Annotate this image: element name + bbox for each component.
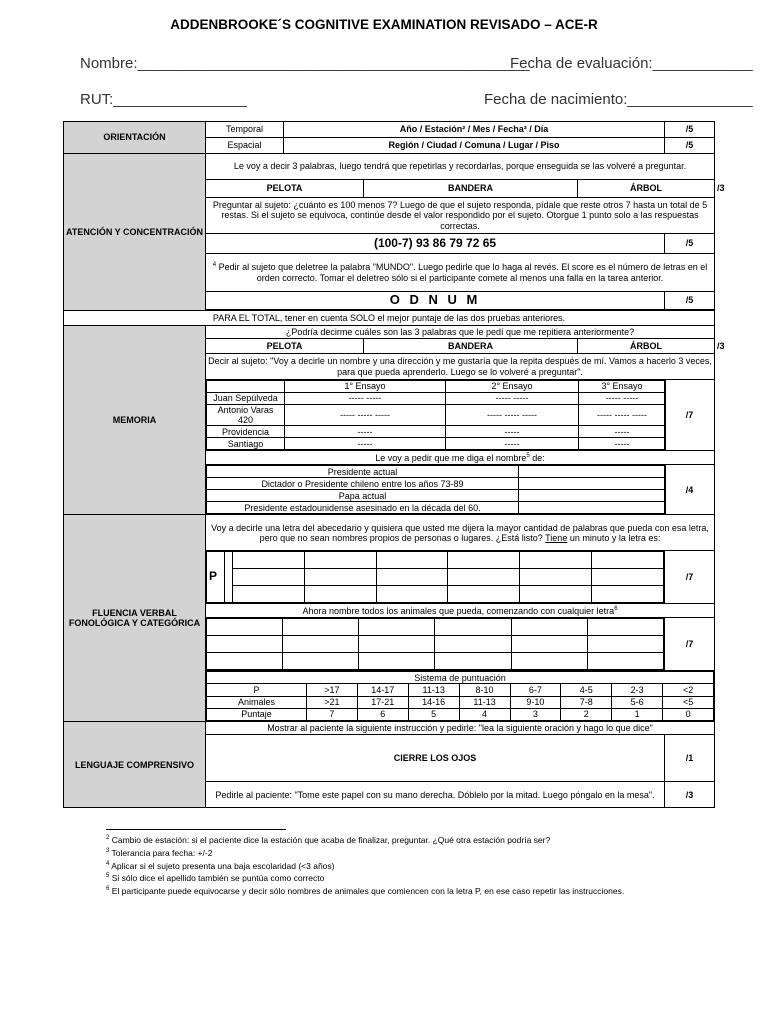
scoring-cell: Animales	[207, 696, 307, 708]
footnote-divider	[106, 829, 286, 830]
odnum-word: O D N U M	[206, 292, 665, 310]
animal-cell[interactable]	[207, 636, 283, 653]
trial-1-header: 1° Ensayo	[285, 381, 446, 393]
word-cell[interactable]	[376, 586, 448, 603]
fecha-nacimiento-field[interactable]: Fecha de nacimiento:_______________	[484, 91, 753, 108]
word-cell[interactable]	[304, 586, 376, 603]
word-cell[interactable]	[376, 552, 448, 569]
animal-cell[interactable]	[511, 619, 587, 636]
scoring-cell: 11-13	[459, 696, 510, 708]
scoring-cell: 2-3	[612, 684, 663, 696]
scoring-cell: 7-8	[561, 696, 612, 708]
scoring-cell: 3	[510, 708, 561, 720]
section-orientacion: ORIENTACIÓN	[64, 122, 206, 154]
address-mark: -----	[579, 438, 666, 450]
person-prompt: Dictador o Presidente chileno entre los años 73-89	[207, 478, 519, 490]
animal-cell[interactable]	[207, 653, 283, 670]
footnote-number: 3	[106, 847, 110, 854]
atencion-word-2: BANDERA	[364, 180, 578, 198]
footnote-text: El participante puede equivocarse y decir sólo nombres de animales que comiencen con la letra P, en ese caso repetir las instrucciones.	[109, 886, 625, 896]
scoring-cell: 7	[307, 708, 358, 720]
animal-cell[interactable]	[359, 653, 435, 670]
animals-grid	[206, 618, 665, 671]
subtraction-sequence: (100-7) 93 86 79 72 65	[206, 234, 665, 254]
word-cell[interactable]	[448, 569, 520, 586]
page-title: ADDENBROOKE´S COGNITIVE EXAMINATION REVISADO – ACE-R	[170, 17, 598, 32]
footnotes	[106, 834, 666, 898]
address-mark: ----- ----- -----	[579, 405, 666, 426]
scoring-cell: 6-7	[510, 684, 561, 696]
scoring-title: Sistema de puntuación	[207, 672, 714, 684]
fecha-evaluacion-field[interactable]: Fecha de evaluación:____________	[510, 55, 753, 72]
word-cell[interactable]	[520, 552, 592, 569]
footnote-ref-4: 4	[212, 262, 217, 269]
animal-cell[interactable]	[587, 636, 663, 653]
scoring-system	[206, 671, 715, 722]
footnote-text: Tolerancia para fecha: +/-2	[109, 847, 213, 858]
scoring-cell: 17-21	[357, 696, 408, 708]
word-cell[interactable]	[520, 586, 592, 603]
temporal-label: Temporal	[206, 122, 284, 138]
sentence-score: /1	[665, 735, 715, 782]
scoring-cell: 6	[357, 708, 408, 720]
address-mark: -----	[579, 426, 666, 438]
footnote-number: 4	[106, 860, 110, 867]
animal-cell[interactable]	[435, 636, 511, 653]
animal-cell[interactable]	[511, 653, 587, 670]
memoria-word-1: PELOTA	[206, 339, 364, 354]
atencion-instruction-1: Le voy a decir 3 palabras, luego tendrá que repetirlas y recordarlas, porque enseguida se las volveré a preguntar.	[206, 154, 715, 180]
animal-cell[interactable]	[283, 619, 359, 636]
animals-score: /7	[665, 618, 715, 671]
address-mark: ----- -----	[285, 393, 446, 405]
person-answer[interactable]	[519, 478, 666, 490]
memoria-instruction-2-end: de:	[529, 452, 545, 463]
word-cell[interactable]	[304, 552, 376, 569]
atencion-word-3: ÁRBOL	[578, 180, 715, 198]
person-answer[interactable]	[519, 490, 666, 502]
trial-3-header: 3° Ensayo	[579, 381, 666, 393]
scoring-cell: Puntaje	[207, 708, 307, 720]
memoria-word-3: ÁRBOL	[578, 339, 715, 354]
address-row-label: Providencia	[207, 426, 285, 438]
section-atencion: ATENCIÓN Y CONCENTRACIÓN	[64, 154, 206, 311]
footnote-text: Si sólo dice el apellido también se puntúa como correcto	[109, 873, 325, 884]
espacial-score: /5	[665, 138, 715, 154]
atencion-word-1: PELOTA	[206, 180, 364, 198]
scoring-cell: 8-10	[459, 684, 510, 696]
letter-p-score: /7	[665, 551, 715, 604]
memoria-instruction: Decir al sujeto: "Voy a decirle un nombre y una dirección y me gustaría que la repita después de mí. Vamos a hacerlo 3 veces, para que pueda aprenderlo. Luego se lo volveré a preguntar".	[206, 354, 715, 380]
word-cell[interactable]	[592, 552, 664, 569]
footnote-text: Cambio de estación: si el paciente dice la estación que acaba de finalizar, preguntar. ¿Qué otra estación podría ser?	[109, 835, 551, 845]
sentence-cierre-los-ojos: CIERRE LOS OJOS	[206, 735, 665, 782]
animals-instruction	[206, 604, 715, 618]
atencion-instruction-3	[206, 254, 715, 292]
address-grid	[206, 380, 665, 451]
address-score: /7	[665, 380, 715, 451]
scoring-cell: P	[207, 684, 307, 696]
address-row-label: Juan Sepúlveda	[207, 393, 285, 405]
footnote-number: 5	[106, 873, 110, 880]
footnote-number: 6	[106, 886, 110, 893]
espacial-items: Región / Ciudad / Comuna / Lugar / Piso	[284, 138, 665, 154]
fluencia-instruction-underlined: Tiene	[545, 532, 568, 543]
address-row-label: Santiago	[207, 438, 285, 450]
instruction-2-score: /3	[665, 782, 715, 808]
word-cell[interactable]	[448, 586, 520, 603]
trial-2-header: 2° Ensayo	[446, 381, 579, 393]
footnote-text: Aplicar si el sujeto presenta una baja escolaridad (<3 años)	[109, 860, 335, 871]
scoring-cell: 14-17	[357, 684, 408, 696]
address-mark: -----	[446, 426, 579, 438]
scoring-cell: >17	[307, 684, 358, 696]
person-prompt: Papa actual	[207, 490, 519, 502]
memoria-question: ¿Podría decirme cuáles son las 3 palabras que le pedí que me repitiera anteriormente?	[206, 326, 715, 339]
animal-cell[interactable]	[435, 653, 511, 670]
address-header-blank	[207, 381, 285, 393]
section-fluencia: FLUENCIA VERBAL FONOLÓGICA Y CATEGÓRICA	[64, 515, 206, 722]
lenguaje-instruction: Mostrar al paciente la siguiente instrucción y pedirle: "lea la siguiente oración y hago lo que dice"	[206, 722, 715, 735]
lenguaje-instruction-2: Pedirle al paciente: "Tome este papel con su mano derecha. Dóblelo por la mitad. Luego póngalo en la mesa".	[206, 782, 665, 808]
people-grid	[206, 465, 665, 515]
word-cell[interactable]	[520, 569, 592, 586]
espacial-label: Espacial	[206, 138, 284, 154]
memoria-word-2: BANDERA	[364, 339, 578, 354]
address-row-label: Antonio Varas 420	[207, 405, 285, 426]
word-cell[interactable]	[592, 569, 664, 586]
memoria-instruction-2-text: Le voy a pedir que me diga el nombre	[375, 452, 527, 463]
scoring-cell: 9-10	[510, 696, 561, 708]
rut-field[interactable]: RUT:________________	[80, 91, 247, 108]
footnote	[106, 872, 666, 885]
footnote	[106, 860, 666, 873]
address-mark: ----- ----- -----	[446, 405, 579, 426]
scoring-cell: 0	[663, 708, 714, 720]
total-note: PARA EL TOTAL, tener en cuenta SOLO el mejor puntaje de las dos pruebas anteriores.	[64, 311, 715, 326]
address-mark: ----- ----- -----	[285, 405, 446, 426]
animal-cell[interactable]	[435, 619, 511, 636]
address-mark: -----	[285, 438, 446, 450]
temporal-items-text: Año / Estación² / Mes / Fecha³ / Día	[399, 124, 549, 135]
word-cell[interactable]	[233, 569, 305, 586]
scoring-cell: 4	[459, 708, 510, 720]
atencion-instruction-2: Preguntar al sujeto: ¿cuánto es 100 menos 7? Luego de que el sujeto responda, pídale que reste otros 7 hasta un total de 5 restas. Si el sujeto se equivoca, continúe desde el valor respondido por el sujeto. Otorgue 1 punto solo a las respuestas correctas.	[206, 198, 715, 234]
word-cell[interactable]	[233, 586, 305, 603]
person-prompt: Presidente estadounidense asesinado en la década del 60.	[207, 502, 519, 514]
footnote-ref-5: 5	[526, 452, 530, 459]
animals-instruction-text: Ahora nombre todos los animales que pueda, comenzando con cualquier letra	[302, 605, 615, 616]
animal-cell[interactable]	[283, 653, 359, 670]
word-cell[interactable]	[376, 569, 448, 586]
scoring-cell: >21	[307, 696, 358, 708]
temporal-score: /5	[665, 122, 715, 138]
animal-cell[interactable]	[359, 619, 435, 636]
odnum-score: /5	[665, 292, 715, 310]
scoring-cell: <2	[663, 684, 714, 696]
atencion-instruction-3-text: Pedir al sujeto que deletree la palabra "MUNDO". Luego pedirle que lo haga al revés. El score es el número de letras en el orden correcto. Tomar el deletreo sólo si el participante comete al menos una falla en la tarea anterior.	[216, 262, 708, 283]
scoring-cell: 5-6	[612, 696, 663, 708]
nombre-field[interactable]: Nombre:_______________________________________________	[80, 55, 530, 72]
fluencia-instruction	[206, 515, 715, 551]
section-lenguaje: LENGUAJE COMPRENSIVO	[64, 722, 206, 808]
scoring-cell: 14-16	[408, 696, 459, 708]
letter-p-grid	[206, 551, 665, 604]
person-answer[interactable]	[519, 466, 666, 478]
footnote-ref-6: 6	[614, 605, 618, 612]
fluencia-instruction-text: Voy a decirle una letra del abecedario y quisiera que usted me dijera la mayor cantidad de palabras que pueda con esa letra, pero que no sean nombres propios de personas o lugares. ¿Está listo?	[211, 522, 709, 543]
scoring-cell: 4-5	[561, 684, 612, 696]
word-cell[interactable]	[592, 586, 664, 603]
animal-cell[interactable]	[587, 653, 663, 670]
address-mark: -----	[285, 426, 446, 438]
person-answer[interactable]	[519, 502, 666, 514]
letter-p-label: P	[207, 552, 225, 603]
animal-cell[interactable]	[283, 636, 359, 653]
fluencia-instruction-end: un minuto y la letra es:	[567, 532, 661, 543]
memoria-instruction-2	[206, 451, 715, 465]
section-memoria: MEMORIA	[64, 326, 206, 515]
temporal-items	[284, 122, 665, 138]
scoring-cell: 2	[561, 708, 612, 720]
exam-table: ORIENTACIÓN Temporal Año / Estación² / Mes / Fecha³ / Día /5 Espacial Región / Ciudad / Comuna / Lugar / Piso /5 ATENCIÓN Y CONCENTRACIÓN Le voy a decir 3 palabras, luego tendrá que repetirlas y recordarlas, porque enseguida se las volveré a preguntar. PELOTA BANDERA ÁRBOL /3 Preguntar al sujeto: ¿cuánto es 100 menos 7? Luego de que el sujeto responda, pídale que reste otros 7 hasta un total de 5 restas. Si el sujeto se equivoca, continúe desde el valor respondido por el sujeto. Otorgue 1 punto solo a las respuestas correctas. (100-7) 93 86 79 72 65 /5 $^4$ Pedir al sujeto que deletree la palabra "MUNDO". Luego pedirle que lo haga al revés. El score es el número de letras en el orden correcto. Tomar el deletreo sólo si el participante comete al menos una falla en la tarea anterior. O D N U M /5 PARA EL TOTAL, tener en cuenta SOLO el mejor puntaje de las dos pruebas anteriores. MEMORIA ¿Podría decirme cuáles son las 3 palabras que le pedí que me repitiera anteriormente? PELOTA BANDERA ÁRBOL /3 Decir al sujeto: "Voy a decirle un nombre y una dirección y me gustaría que la repita después de mí. Vamos a hacerlo 3 veces, para que pueda aprenderlo. Luego se lo volveré a preguntar". 1° Ensayo 2° Ensayo 3° Ensayo Juan Sepúlveda ----- ----- ----- ----- ----- ----- Antonio Varas 420 ----- ----- ----- ----- ----- ----- ----- ----- ----- Providencia ----- ----- ----- Santiago ----- ----- ----- /7 Le voy a pedir que me diga el nombre$^5$ de: Presidente actual Dictador o Presidente chileno entre los años 73-89 Papa actual Presidente estadounidense asesinado en la década del 60. /4 FLUENCIA VERBAL FONOLÓGICA Y CATEGÓRICA Voy a decirle una letra del abecedario y quisiera que usted me dijera la mayor cantidad de palabras que pueda con esa letra, pero que no sean nombres propios de personas o lugares. ¿Está listo? Tiene un minuto y la letra es: P /7 Ahora nombre todos los animales que pueda, comenzando con cualquier letra$^6$ /7 Sistema de puntuación P >17 14-17 11-13 8-10 6-7 4-5 2-3 <2 Animales >21 17-21 14-16 11-13 9-10 7-8 5-6 <5 Puntaje 7 6 5 4 3 2 1 0 LENGUAJE COMPRENSIVO Mostrar al paciente la siguiente instrucción y pedirle: "lea la siguiente oración y hago lo que dice" CIERRE LOS OJOS /1 Pedirle al paciente: "Tome este papel con su mano derecha. Dóblelo por la mitad. Luego póngalo en la mesa". /3	[63, 121, 714, 808]
address-mark: ----- -----	[579, 393, 666, 405]
animal-cell[interactable]	[511, 636, 587, 653]
word-cell[interactable]	[233, 552, 305, 569]
address-mark: -----	[446, 438, 579, 450]
scoring-cell: 11-13	[408, 684, 459, 696]
animal-cell[interactable]	[587, 619, 663, 636]
footnote	[106, 847, 666, 860]
address-mark: ----- -----	[446, 393, 579, 405]
animal-cell[interactable]	[207, 619, 283, 636]
footnote	[106, 885, 666, 898]
people-score: /4	[665, 465, 715, 515]
scoring-cell: 5	[408, 708, 459, 720]
word-cell[interactable]	[304, 569, 376, 586]
word-cell[interactable]	[448, 552, 520, 569]
person-prompt: Presidente actual	[207, 466, 519, 478]
subtraction-score: /5	[665, 234, 715, 254]
animal-cell[interactable]	[359, 636, 435, 653]
footnote-number: 2	[106, 835, 110, 842]
scoring-cell: <5	[663, 696, 714, 708]
footnote	[106, 834, 666, 847]
scoring-cell: 1	[612, 708, 663, 720]
